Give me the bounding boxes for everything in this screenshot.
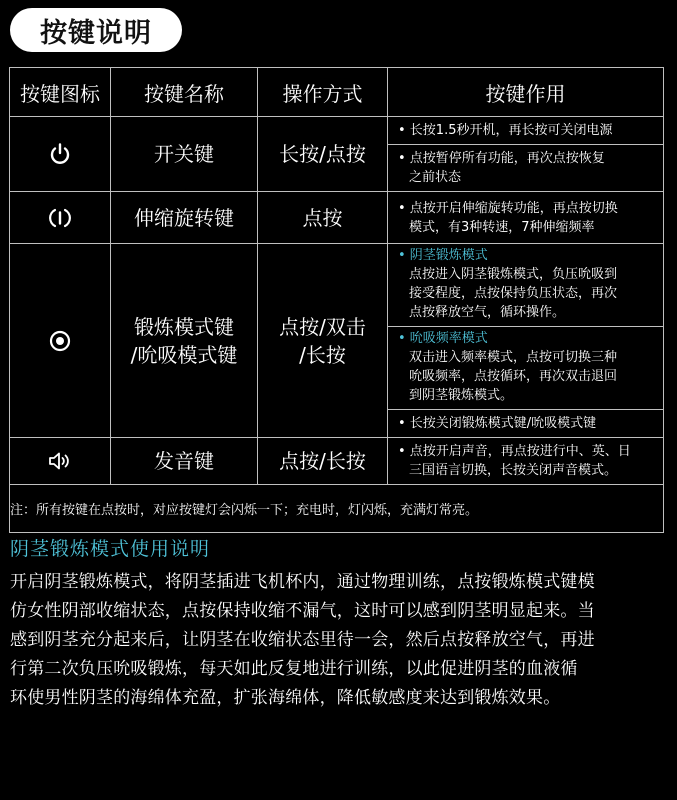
key-effect [388, 438, 664, 485]
table-row [10, 244, 664, 438]
paragraph-line: 开启阴茎锻炼模式，将阴茎插进飞机杯内，通过物理训练，点按锻炼模式键模 [10, 572, 595, 592]
effect-item [388, 145, 663, 191]
paragraph-line: 行第二次负压吮吸锻炼，每天如此反复地进行训练，以此促进阴茎的血液循 [10, 659, 578, 679]
table-row [10, 192, 664, 244]
effect-line: • 长按1.5秒开机，再长按可关闭电源 [398, 123, 613, 138]
effect-item [388, 410, 663, 437]
key-operation [258, 192, 388, 244]
header-effect-col: 按键作用 [388, 68, 664, 117]
key-operation-line: 长按/点按 [279, 142, 366, 166]
table-row [10, 117, 664, 192]
effect-line: 吮吸频率，点按循环，再次双击退回 [409, 369, 618, 384]
key-operation-line: 点按/双击 [279, 314, 366, 339]
effect-heading: • 阴茎锻炼模式 [398, 248, 488, 263]
key-name-line: /吮吸模式键 [130, 342, 238, 367]
paragraph-line: 环使男性阴茎的海绵体充盈，扩张海绵体，降低敏感度来达到锻炼效果。 [10, 688, 561, 708]
effect-line: 模式，有3种转速，7种伸缩频率 [409, 219, 595, 235]
key-name-line: 发音键 [154, 449, 214, 473]
effect-heading: • 吮吸频率模式 [398, 331, 488, 346]
section-title: 阴茎锻炼模式使用说明 [10, 538, 211, 560]
key-name-line: 伸缩旋转键 [134, 205, 234, 230]
key-effect [388, 244, 664, 438]
effect-line: 到阴茎锻炼模式。 [409, 388, 514, 403]
page-title: 按键说明 [10, 8, 182, 52]
key-name-line: 开关键 [154, 142, 214, 166]
header-name-col: 按键名称 [111, 68, 258, 117]
effect-line: • 点按开启声音，再点按进行中、英、日 [398, 444, 631, 459]
paragraph-line: 仿女性阴部收缩状态，点按保持收缩不漏气，这时可以感到阴茎明显起来。当 [10, 601, 595, 621]
effect-item [388, 195, 663, 241]
icon-cell [10, 244, 111, 438]
header-op-col: 操作方式 [258, 68, 388, 117]
key-name [111, 438, 258, 485]
key-operation [258, 244, 388, 438]
effect-line: • 点按开启伸缩旋转功能，再点按切换 [398, 200, 618, 216]
effect-item [388, 117, 663, 145]
effect-line: 点按进入阴茎锻炼模式，负压吮吸到 [409, 267, 618, 282]
effect-line: 双击进入频率模式，点按可切换三种 [409, 350, 618, 365]
effect-line: 三国语言切换，长按关闭声音模式。 [409, 463, 618, 478]
table-header-row [10, 68, 664, 117]
key-operation-line: 点按/长按 [279, 449, 366, 473]
key-operation [258, 438, 388, 485]
effect-line: • 点按暂停所有功能，再次点按恢复 [398, 151, 605, 166]
section-paragraph [10, 568, 670, 713]
key-effect [388, 192, 664, 244]
effect-item [388, 438, 663, 484]
effect-item [388, 327, 663, 410]
key-operation-line: /长按 [299, 342, 346, 367]
effect-line: 之前状态 [409, 170, 462, 185]
speaker-icon [47, 449, 73, 473]
target-icon [48, 329, 72, 353]
note-row [10, 485, 664, 533]
telescopic-rotate-icon [48, 206, 72, 230]
table-row [10, 438, 664, 485]
key-name [111, 192, 258, 244]
key-name-line: 锻炼模式键 [134, 314, 234, 339]
paragraph-line: 感到阴茎充分起来后，让阴茎在收缩状态里待一会，然后点按释放空气，再进 [10, 630, 595, 650]
table-note: 注：所有按键在点按时，对应按键灯会闪烁一下；充电时，灯闪烁，充满灯常亮。 [10, 485, 664, 533]
effect-line: • 长按关闭锻炼模式键/吮吸模式键 [398, 416, 597, 431]
power-icon [48, 142, 72, 166]
key-effect [388, 117, 664, 192]
effect-line: 接受程度，点按保持负压状态，再次 [409, 286, 618, 301]
effect-item [388, 244, 663, 327]
icon-cell [10, 192, 111, 244]
key-operation-line: 点按 [302, 205, 343, 230]
header-icon-col: 按键图标 [10, 68, 111, 117]
key-name [111, 117, 258, 192]
effect-line: 点按释放空气，循环操作。 [409, 305, 566, 320]
key-operation [258, 117, 388, 192]
icon-cell [10, 117, 111, 192]
key-table [9, 67, 664, 533]
icon-cell [10, 438, 111, 485]
key-name [111, 244, 258, 438]
